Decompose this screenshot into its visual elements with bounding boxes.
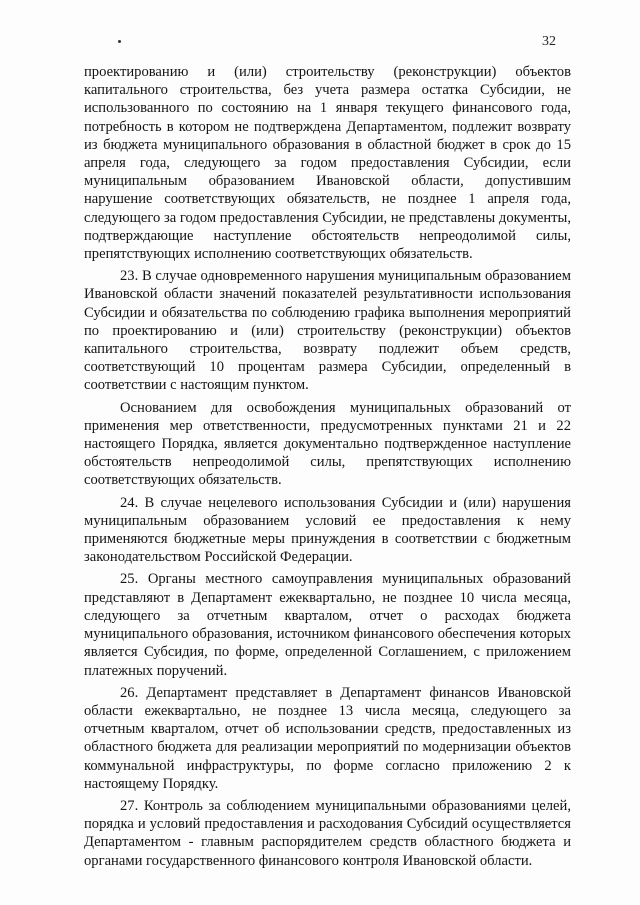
document-body [84,63,571,874]
paragraph-continuation: проектированию и (или) строительству (реконструкции) объектов капитального строительства, без учета размера остатка Субсидии, не использованного по состоянию на 1 января текущего финансового года, потребность в котором не подтверждена Департаментом, подлежит возврату из бюджета муниципального образования в областной бюджет в срок до 15 апреля года, следующего за годом предоставления Субсидии, если муниципальным образованием Ивановской области, допустившим нарушение соответствующих обязательств, не позднее 1 апреля года, следующего за годом предоставления Субсидии, не представлены документы, подтверждающие наступление обстоятельств непреодолимой силы, препятствующих исполнению соответствующих обязательств. [84,64,571,263]
paragraph-clause-25: 25. Органы местного самоуправления муниципальных образований представляют в Департамент ежеквартально, не позднее 10 числа месяца, следующего за отчетным кварталом, отчет о расходах бюджета муниципального образования, источником финансового обеспечения которых является Субсидия, по форме, определенной Соглашением, с приложением платежных поручений. [84,571,571,679]
scan-mark [118,40,121,43]
paragraph-clause-26: 26. Департамент представляет в Департамент финансов Ивановской области ежеквартально, не позднее 13 числа месяца, следующего за отчетным кварталом, отчет об использовании средств, предоставленных из областного бюджета для реализации мероприятий по модернизации объектов коммунальной инфраструктуры, по форме согласно приложению 2 к настоящему Порядку. [84,684,571,792]
page-number: 32 [542,34,556,49]
paragraph-clause-24: 24. В случае нецелевого использования Субсидии и (или) нарушения муниципальным образованием условий ее предоставления к нему применяются бюджетные меры принуждения в соответствии с бюджетным законодательством Российской Федерации. [84,494,571,566]
paragraph-exemption-basis: Основанием для освобождения муниципальных образований от применения мер ответственности, предусмотренных пунктами 21 и 22 настоящего Порядка, является документально подтвержденное наступление обстоятельств непреодолимой силы, препятствующих исполнению соответствующих обязательств. [84,399,571,489]
paragraph-clause-27: 27. Контроль за соблюдением муниципальными образованиями целей, порядка и условий предоставления и расходования Субсидий осуществляется Департаментом - главным распорядителем средств областного бюджета и органами государственного финансового контроля Ивановской области. [84,797,571,869]
paragraph-clause-23: 23. В случае одновременного нарушения муниципальным образованием Ивановской области значений показателей результативности использования Субсидии и обязательства по соблюдению графика выполнения мероприятий по проектированию и (или) строительству (реконструкции) объектов капитального строительства, возврату подлежит объем средств, соответствующий 10 процентам размера Субсидии, определенный в соответствии с настоящим пунктом. [84,268,571,394]
